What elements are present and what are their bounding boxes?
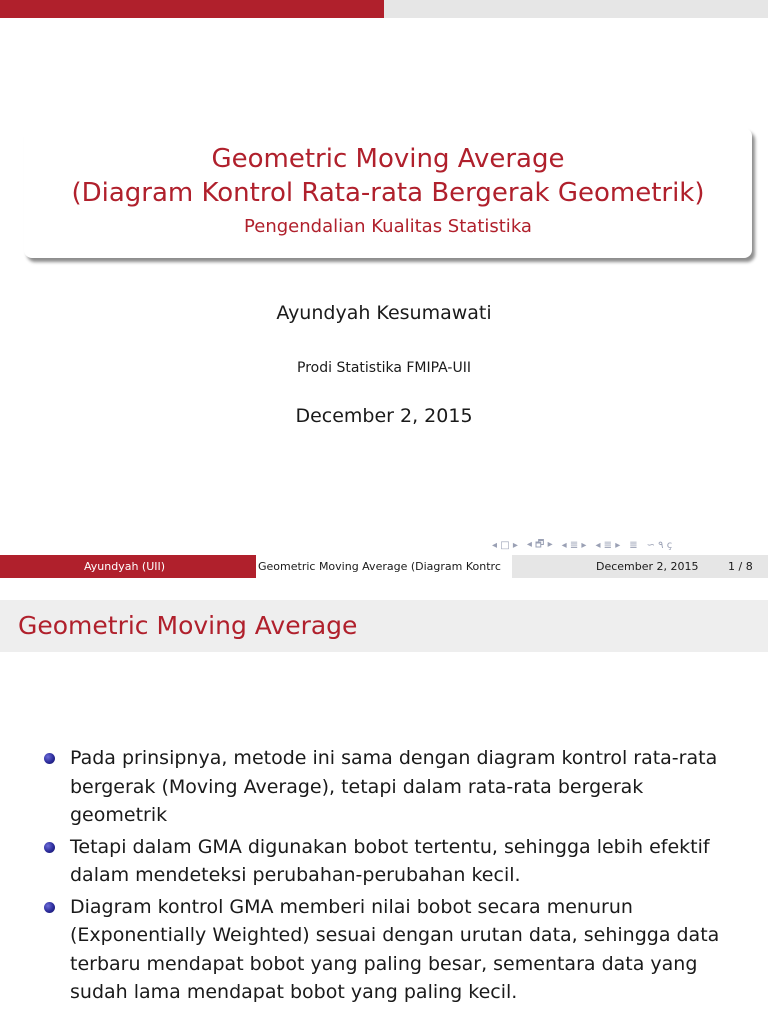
bullet-text: Tetapi dalam GMA digunakan bobot tertentu, sehingga lebih efektif dalam mendeteksi perubahan-perubahan kecil. [70,835,710,886]
footer-date-box [512,555,768,578]
footer-page-number: 1 / 8 [728,560,753,573]
beamer-navigation-bar [492,537,768,553]
nav-document-icon[interactable]: ◂ ≣ ▸ [595,539,621,551]
frame-title: Geometric Moving Average [18,611,358,640]
bullet-text: Diagram kontrol GMA memberi nilai bobot secara menurun (Exponentially Weighted) sesuai dengan urutan data, sehingga data terbaru mendapat bobot yang paling besar, sementara data yang sudah lama mendapat bobot yang paling kecil. [70,895,720,1003]
nav-subsection-icon[interactable]: ◂ 🗗 ▸ [526,538,553,550]
slide-title-line-2: (Diagram Kontrol Rata-rata Bergerak Geometrik) [71,178,705,208]
title-block [24,128,752,258]
nav-section-icon[interactable]: ◂ ≣ ▸ [561,539,587,551]
slide-footer [0,555,768,578]
top-bar-red-segment [0,0,384,18]
bullet-list [44,744,744,1010]
frame-title-bar [0,600,768,652]
footer-author: Ayundyah (UII) [84,560,166,573]
list-item [44,833,744,890]
bullet-ball-icon [44,902,55,913]
list-item [44,893,744,1007]
nav-search-icon[interactable]: ∽ ۹ ҫ [646,539,673,551]
bullet-text: Pada prinsipnya, metode ini sama dengan diagram kontrol rata-rata bergerak (Moving Average), tetapi dalam rata-rata bergerak geometrik [70,747,718,826]
top-progress-bar [0,0,768,18]
slide-title-line-1: Geometric Moving Average [211,144,565,174]
list-item [44,744,744,830]
nav-appendix-icon[interactable]: ≣ [629,539,638,551]
footer-title-box [256,555,512,578]
author-name: Ayundyah Kesumawati [276,302,492,324]
footer-date: December 2, 2015 [596,560,699,573]
institute-name: Prodi Statistika FMIPA-UII [297,360,471,376]
slide-subtitle: Pengendalian Kualitas Statistika [244,216,532,237]
nav-frame-icon[interactable]: ◂ □ ▸ [492,539,518,551]
footer-title: Geometric Moving Average (Diagram Kontrc [258,560,501,573]
presentation-date: December 2, 2015 [295,405,473,427]
top-bar-grey-segment [384,0,768,18]
bullet-ball-icon [44,753,55,764]
bullet-ball-icon [44,842,55,853]
footer-author-box [0,555,256,578]
